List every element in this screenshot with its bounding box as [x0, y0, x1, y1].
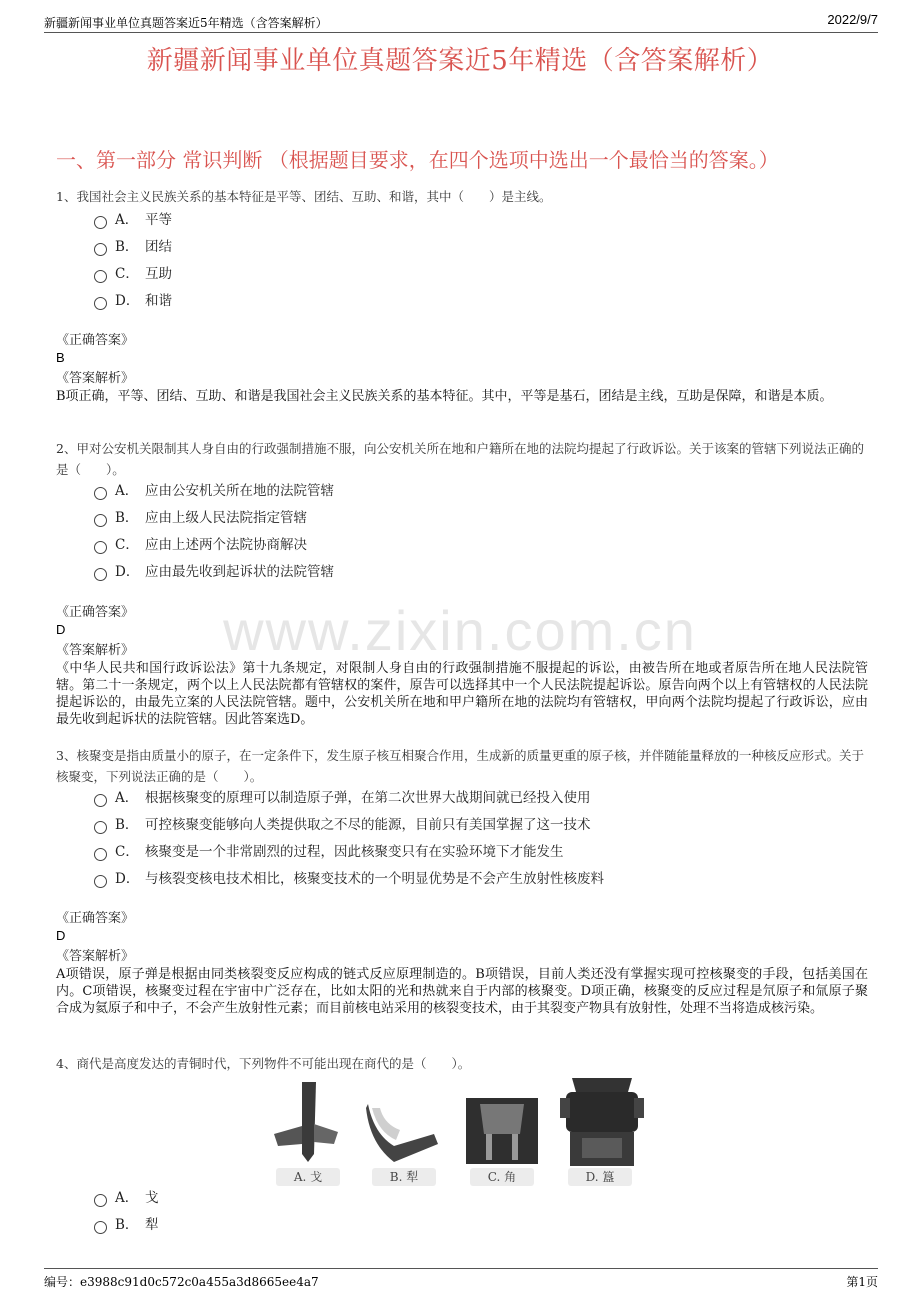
radio-icon[interactable] — [94, 297, 107, 310]
ge-halberd-icon — [268, 1074, 348, 1168]
question-2-explanation-label: 《答案解析》 — [56, 643, 135, 658]
question-2-explanation: 《中华人民共和国行政诉讼法》第十九条规定，对限制人身自由的行政强制措施不服提起的诉讼，由被告所在地或者原告所在地人民法院管辖。第二十一条规定，两个以上人民法院都有管辖权的案件，原告可以选择其中一个人民法院提起诉讼。原告向两个以上有管辖权的人民法院提起诉讼的，由最先立案的人民法院管辖。题中，公安机关所在地和甲户籍所在地的法院均有管辖权，甲向两个法院均提起了行政诉讼，应由最先收到起诉状的法院管辖。因此答案选D。 — [56, 661, 868, 727]
question-1-answer-label: 《正确答案》 — [56, 333, 135, 348]
question-2-option-d[interactable]: D． 应由最先收到起诉状的法院管辖 — [94, 560, 334, 584]
question-3-explanation-label: 《答案解析》 — [56, 949, 135, 964]
radio-icon[interactable] — [94, 794, 107, 807]
question-2-option-a[interactable]: A． 应由公安机关所在地的法院管辖 — [94, 479, 334, 503]
jue-vessel-icon — [462, 1074, 542, 1168]
question-1-option-b[interactable]: B． 团结 — [94, 235, 172, 259]
radio-icon[interactable] — [94, 270, 107, 283]
question-3-answer: D — [56, 928, 66, 943]
question-3-option-c[interactable]: C． 核聚变是一个非常剧烈的过程，因此核聚变只有在实验环境下才能发生 — [94, 840, 564, 864]
radio-icon[interactable] — [94, 848, 107, 861]
plough-icon — [364, 1074, 444, 1168]
radio-icon[interactable] — [94, 487, 107, 500]
question-3-option-a[interactable]: A． 根据核聚变的原理可以制造原子弹，在第二次世界大战期间就已经投入使用 — [94, 786, 591, 810]
question-1-explanation-label: 《答案解析》 — [56, 371, 135, 386]
question-2-stem: 2、甲对公安机关限制其人身自由的行政强制措施不服，向公安机关所在地和户籍所在地的法院均提起了行政诉讼。关于该案的管辖下列说法正确的是（ ）。 — [56, 441, 864, 477]
radio-icon[interactable] — [94, 243, 107, 256]
question-1-option-a[interactable]: A． 平等 — [94, 208, 172, 232]
figure-gui-caption: D. 簋 — [568, 1168, 632, 1186]
radio-icon[interactable] — [94, 875, 107, 888]
header-doc-title: 新疆新闻事业单位真题答案近5年精选（含答案解析） — [44, 16, 328, 30]
question-3-answer-label: 《正确答案》 — [56, 911, 135, 926]
question-1-explanation: B项正确，平等、团结、互助、和谐是我国社会主义民族关系的基本特征。其中，平等是基石，团结是主线，互助是保障，和谐是本质。 — [56, 389, 833, 404]
question-2-answer: D — [56, 622, 66, 637]
figure-gui — [560, 1074, 640, 1186]
question-1-option-d[interactable]: D． 和谐 — [94, 289, 172, 313]
header-date: 2022/9/7 — [827, 12, 878, 27]
page-footer — [44, 1268, 878, 1291]
question-4-option-b[interactable]: B． 犁 — [94, 1213, 159, 1237]
footer-doc-id: 编号：e3988c91d0c572c0a455a3d8665ee4a7 — [44, 1275, 319, 1289]
radio-icon[interactable] — [94, 1221, 107, 1234]
question-3-stem: 3、核聚变是指由质量小的原子，在一定条件下，发生原子核互相聚合作用，生成新的质量更重的原子核，并伴随能量释放的一种核反应形式。关于核聚变，下列说法正确的是（ ）。 — [56, 748, 864, 784]
question-2-answer-label: 《正确答案》 — [56, 605, 135, 620]
figure-jue — [462, 1074, 542, 1186]
footer-page-number: 第1页 — [846, 1275, 878, 1289]
radio-icon[interactable] — [94, 216, 107, 229]
figure-plough-caption: B. 犁 — [372, 1168, 436, 1186]
question-1-answer: B — [56, 350, 65, 365]
question-3-option-d[interactable]: D． 与核裂变核电技术相比，核聚变技术的一个明显优势是不会产生放射性核废料 — [94, 867, 604, 891]
radio-icon[interactable] — [94, 568, 107, 581]
figure-ge — [268, 1074, 348, 1186]
question-1-stem: 1、我国社会主义民族关系的基本特征是平等、团结、互助、和谐，其中（ ）是主线。 — [56, 189, 552, 204]
question-2-option-c[interactable]: C． 应由上述两个法院协商解决 — [94, 533, 307, 557]
document-title: 新疆新闻事业单位真题答案近5年精选（含答案解析） — [146, 46, 774, 76]
radio-icon[interactable] — [94, 541, 107, 554]
question-4-figures — [268, 1074, 648, 1190]
radio-icon[interactable] — [94, 1194, 107, 1207]
question-4-stem: 4、商代是高度发达的青铜时代，下列物件不可能出现在商代的是（ ）。 — [56, 1056, 471, 1071]
question-1-option-c[interactable]: C． 互助 — [94, 262, 172, 286]
figure-plough — [364, 1074, 444, 1186]
figure-jue-caption: C. 角 — [470, 1168, 534, 1186]
gui-vessel-icon — [560, 1074, 644, 1168]
question-4-option-a[interactable]: A． 戈 — [94, 1186, 159, 1210]
radio-icon[interactable] — [94, 821, 107, 834]
question-2-option-b[interactable]: B． 应由上级人民法院指定管辖 — [94, 506, 307, 530]
section-heading: 一、第一部分 常识判断 （根据题目要求，在四个选项中选出一个最恰当的答案。） — [56, 148, 779, 172]
question-3-option-b[interactable]: B． 可控核聚变能够向人类提供取之不尽的能源，目前只有美国掌握了这一技术 — [94, 813, 591, 837]
question-3-explanation: A项错误，原子弹是根据由同类核裂变反应构成的链式反应原理制造的。B项错误，目前人类还没有掌握实现可控核聚变的手段，包括美国在内。C项错误，核聚变过程在宇宙中广泛存在，比如太阳的光和热就来自于内部的核聚变。D项正确，核聚变的反应过程是氘原子和氚原子聚合成为氦原子和中子，不会产生放射性元素；而目前核电站采用的核裂变技术，由于其裂变产物具有放射性，处理不当将造成核污染。 — [56, 967, 868, 1016]
watermark: www.zixin.com.cn — [223, 599, 697, 662]
figure-ge-caption: A. 戈 — [276, 1168, 340, 1186]
page-header — [44, 12, 878, 33]
radio-icon[interactable] — [94, 514, 107, 527]
